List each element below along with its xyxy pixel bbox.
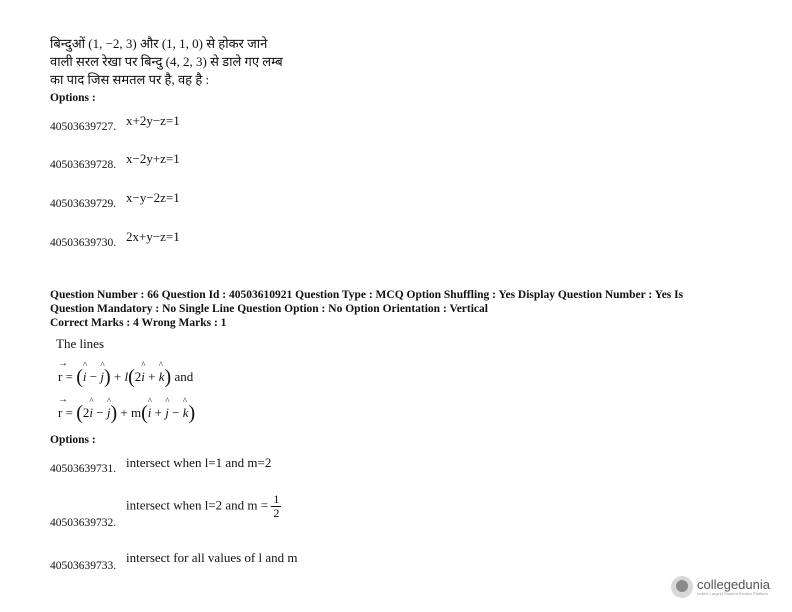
option-text: intersect when l=1 and m=2 <box>126 455 272 470</box>
fraction-denominator: 2 <box>273 506 280 520</box>
question-text-line-3: का पाद जिस समतल पर है, वह है : <box>50 72 210 87</box>
marks-line: Correct Marks : 4 Wrong Marks : 1 <box>50 317 227 329</box>
collegedunia-logo <box>671 576 770 598</box>
option-text-label: intersect when l=2 and m = <box>126 497 269 513</box>
fraction-numerator: 1 <box>273 492 280 506</box>
option-id: 40503639732. <box>50 517 117 529</box>
option-text: intersect for all values of l and m <box>126 550 298 565</box>
option-id: 40503639727. <box>50 121 117 133</box>
option-equation: x+2y−z=1 <box>126 113 180 128</box>
option-id: 40503639729. <box>50 198 117 210</box>
option-equation: x−2y+z=1 <box>126 151 180 166</box>
option-equation: x−y−2z=1 <box>126 190 180 205</box>
fraction <box>271 493 281 520</box>
options-label: Options : <box>50 92 96 104</box>
question-header-line-1: Question Number : 66 Question Id : 40503610921 Question Type : MCQ Option Shuffling : Yes Display Question Number : Yes Is <box>50 289 684 301</box>
line-equation-2: r → = (2i ^ − j ^ ) + m(i ^ + j ^ − k ^ ) <box>58 394 196 424</box>
question-text-line-2: वाली सरल रेखा पर बिन्दु (4, 2, 3) से डाले गए लम्ब <box>50 54 283 69</box>
option-id: 40503639728. <box>50 159 117 171</box>
line-equation-1: r → = (i ^ − j ^ ) + l(2i ^ + k ^ ) and <box>58 358 194 388</box>
options-label: Options : <box>50 434 96 446</box>
option-text <box>126 493 281 520</box>
question-text-line-1: बिन्दुओं (1, −2, 3) और (1, 1, 0) से होकर जाने <box>50 36 268 51</box>
logo-name: collegedunia <box>696 577 770 592</box>
option-equation: 2x+y−z=1 <box>126 229 180 244</box>
logo-mascot-icon <box>671 576 693 598</box>
option-id: 40503639731. <box>50 463 117 475</box>
and-word: and <box>174 369 194 384</box>
option-id: 40503639733. <box>50 560 117 572</box>
question-intro: The lines <box>56 336 105 351</box>
question-header-line-2: Question Mandatory : No Single Line Question Option : No Option Orientation : Vertical <box>50 303 488 315</box>
option-id: 40503639730. <box>50 237 117 249</box>
logo-tagline: India's Largest Student Review Platform <box>696 591 769 596</box>
